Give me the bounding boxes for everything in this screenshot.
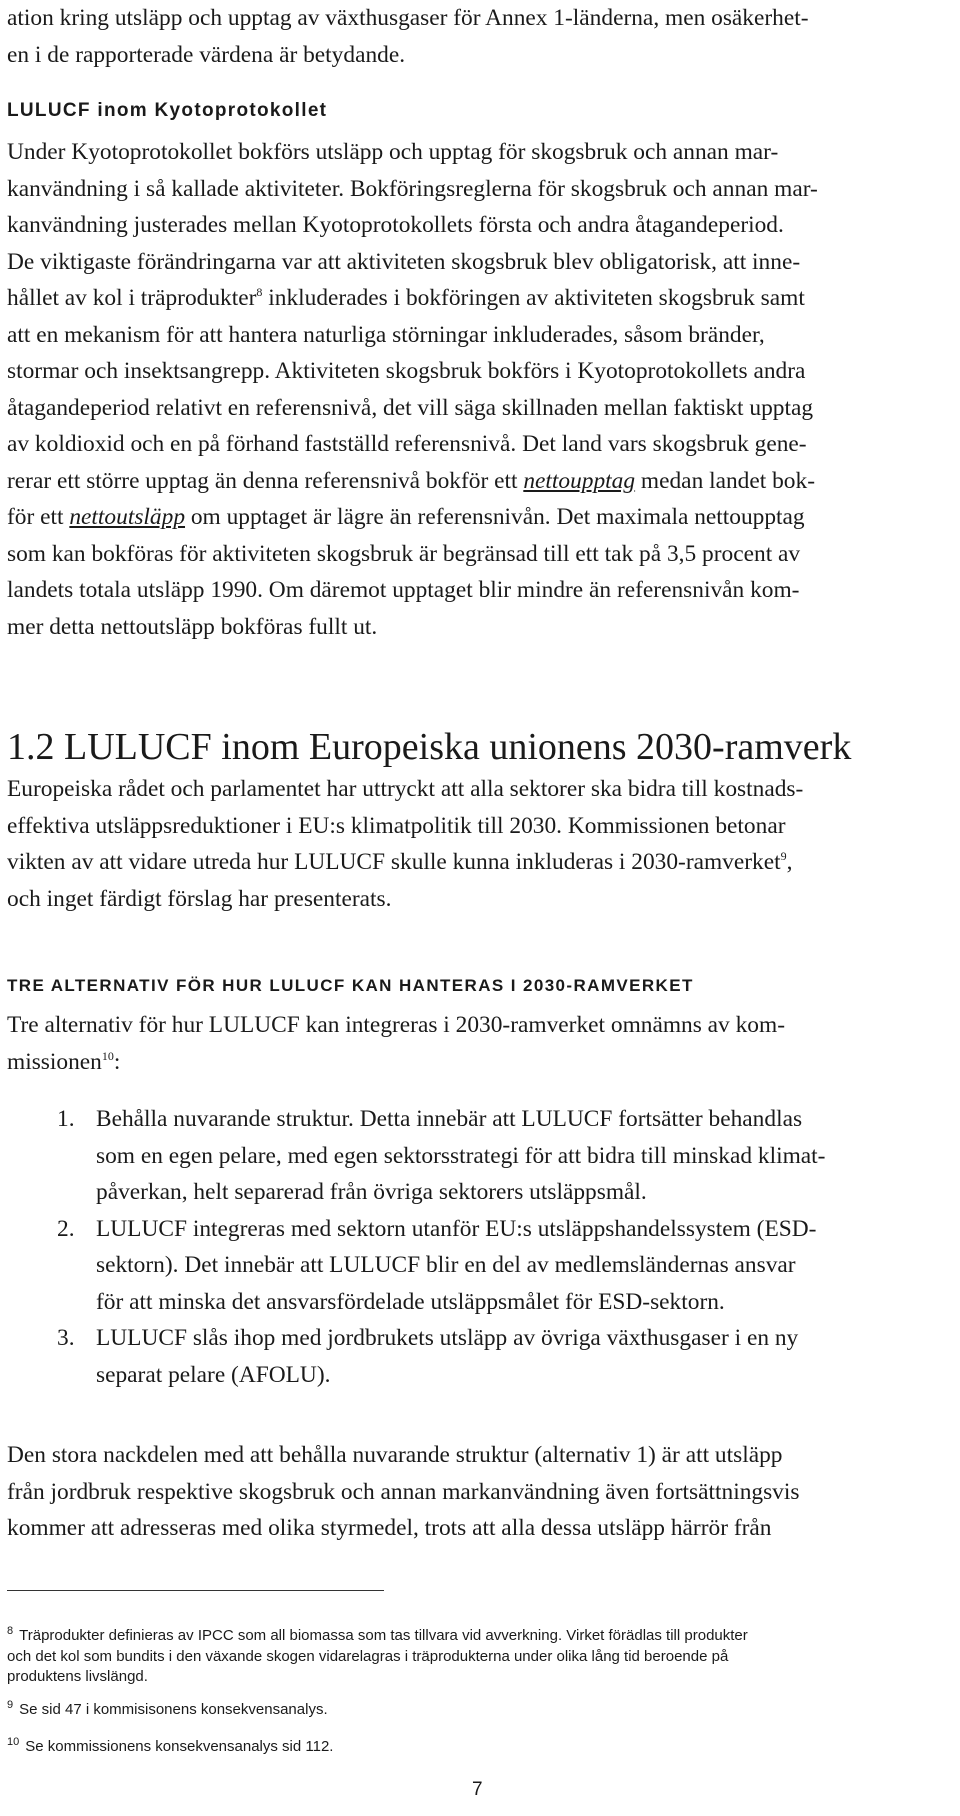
- text-span: ,: [786, 849, 793, 875]
- text-line: [7, 280, 952, 317]
- footnote-ref-8[interactable]: 8: [256, 285, 263, 300]
- list-item: [7, 1101, 952, 1211]
- text-line: Under Kyotoprotokollet bokförs utsläpp och upptag för skogsbruk och annan mar-: [7, 139, 779, 165]
- text-line: av koldioxid och en på förhand fastställd referensnivå. Det land vars skogsbruk gene-: [7, 431, 807, 457]
- text-line: och inget färdigt förslag har presenterats.: [7, 885, 392, 912]
- text-line: produktens livslängd.: [7, 1668, 148, 1685]
- text-line: [7, 1044, 952, 1081]
- footnote-mark: 10: [7, 1736, 20, 1748]
- kyoto-paragraph: [7, 134, 952, 645]
- text-line: [7, 463, 952, 500]
- footnote-ref-10[interactable]: 10: [101, 1048, 114, 1063]
- text-line: att en mekanism för att hantera naturliga störningar inkluderades, såsom bränder,: [7, 321, 765, 348]
- text-span: medan landet bok-: [635, 467, 815, 494]
- text-line: stormar och insektsangrepp. Aktiviteten skogsbruk bokförs i Kyotoprotokollets andra: [7, 358, 806, 384]
- text-span: Träprodukter definieras av IPCC som all biomassa som tas tillvara vid avverkning. Virket förädlas till produkter: [19, 1627, 748, 1644]
- footnote-8: [7, 1626, 952, 1688]
- alternatives-intro: [7, 1007, 952, 1080]
- text-line: en i de rapporterade värdena är betydande.: [7, 41, 406, 68]
- text-line: kanvändning justerades mellan Kyotoprotokollets första och andra åtagandeperiod.: [7, 212, 784, 238]
- text-line: kommer att adresseras med olika styrmedel, trots att alla dessa utsläpp härrör från: [7, 1515, 772, 1541]
- text-span: hållet av kol i träprodukter: [7, 285, 257, 311]
- text-line: Tre alternativ för hur LULUCF kan integreras i 2030-ramverket omnämns av kom-: [7, 1012, 785, 1038]
- footnote-mark: 9: [7, 1699, 14, 1711]
- kyoto-heading: LULUCF inom Kyotoprotokollet: [7, 100, 328, 121]
- list-number: 3.: [57, 1325, 75, 1351]
- text-line: Den stora nackdelen med att behålla nuvarande struktur (alternativ 1) är att utsläpp: [7, 1442, 783, 1468]
- text-line: [7, 499, 952, 536]
- text-line: LULUCF slås ihop med jordbrukets utsläpp av övriga växthusgaser i en ny: [96, 1325, 799, 1351]
- section-heading-1-2: 1.2 LULUCF inom Europeiska unionens 2030-ramverk: [7, 726, 852, 768]
- text-line: kanvändning i så kallade aktiviteter. Bokföringsreglerna för skogsbruk och annan mar-: [7, 175, 818, 202]
- page-number: 7: [472, 1779, 483, 1800]
- text-line: [7, 1737, 952, 1758]
- text-line: som kan bokföras för aktiviteten skogsbruk är begränsad till ett tak på 3,5 procent av: [7, 540, 801, 567]
- text-span: om upptaget är lägre än referensnivån. Det maximala nettoupptag: [185, 504, 805, 530]
- alternatives-list: [7, 1101, 952, 1393]
- text-line: mer detta nettoutsläpp bokföras fullt ut.: [7, 613, 378, 640]
- text-line: landets totala utsläpp 1990. Om däremot upptaget blir mindre än referensnivån kom-: [7, 577, 800, 603]
- text-line: påverkan, helt separerad från övriga sektorers utsläppsmål.: [96, 1179, 647, 1205]
- text-line: effektiva utsläppsreduktioner i EU:s klimatpolitik till 2030. Kommissionen betonar: [7, 812, 786, 839]
- footnote-separator: [7, 1590, 384, 1591]
- text-span: vikten av att vidare utreda hur LULUCF skulle kunna inkluderas i 2030-ramverket: [7, 849, 781, 875]
- section-1-2-paragraph: [7, 771, 952, 917]
- emphasis-nettoutslapp: nettoutsläpp: [69, 504, 186, 530]
- footnote-ref-9[interactable]: 9: [780, 849, 787, 864]
- closing-paragraph: [7, 1437, 952, 1547]
- text-span: :: [113, 1048, 121, 1075]
- text-line: sektorn). Det innebär att LULUCF blir en del av medlemsländernas ansvar: [96, 1252, 796, 1278]
- text-line: Behålla nuvarande struktur. Detta innebär att LULUCF fortsätter behandlas: [96, 1106, 803, 1132]
- text-line: [7, 1700, 952, 1721]
- text-line: De viktigaste förändringarna var att aktiviteten skogsbruk blev obligatorisk, att inne-: [7, 248, 801, 275]
- text-span: rerar ett större upptag än denna referensnivå bokför ett: [7, 467, 524, 494]
- text-span: Se kommissionens konsekvensanalys sid 112.: [25, 1738, 334, 1755]
- footnote-mark: 8: [7, 1625, 14, 1637]
- text-span: missionen: [7, 1048, 102, 1075]
- text-line: LULUCF integreras med sektorn utanför EU:s utsläppshandelssystem (ESD-: [96, 1215, 817, 1242]
- list-number: 1.: [57, 1106, 75, 1132]
- text-line: och det kol som bundits i den växande skogen vidarelagras i träprodukterna under olika lång tid beroende på: [7, 1647, 729, 1665]
- emphasis-nettoupptag: nettoupptag: [523, 467, 636, 494]
- text-span: inkluderades i bokföringen av aktiviteten skogsbruk samt: [262, 285, 805, 311]
- text-line: ation kring utsläpp och upptag av växthusgaser för Annex 1-länderna, men osäkerhet-: [7, 5, 809, 31]
- footnote-10: [7, 1737, 952, 1758]
- list-item: [7, 1320, 952, 1393]
- footnote-9: [7, 1700, 952, 1721]
- text-span: Se sid 47 i kommisisonens konsekvensanalys.: [19, 1701, 328, 1718]
- list-item: [7, 1211, 952, 1321]
- text-line: [7, 1626, 952, 1647]
- list-number: 2.: [57, 1215, 75, 1242]
- intro-paragraph: [7, 0, 952, 73]
- text-line: från jordbruk respektive skogsbruk och annan markanvändning även fortsättningsvis: [7, 1478, 800, 1505]
- text-line: som en egen pelare, med egen sektorsstrategi för att bidra till minskad klimat-: [96, 1142, 826, 1169]
- text-line: [7, 844, 952, 881]
- alternatives-heading: TRE ALTERNATIV FÖR HUR LULUCF KAN HANTERAS I 2030-RAMVERKET: [7, 976, 694, 995]
- text-span: för ett: [7, 504, 70, 530]
- text-line: separat pelare (AFOLU).: [96, 1361, 331, 1388]
- text-line: för att minska det ansvarsfördelade utsläppsmålet för ESD-sektorn.: [96, 1288, 725, 1315]
- text-line: Europeiska rådet och parlamentet har uttryckt att alla sektorer ska bidra till kostnads-: [7, 776, 804, 802]
- text-line: åtagandeperiod relativt en referensnivå, det vill säga skillnaden mellan faktiskt upptag: [7, 394, 814, 421]
